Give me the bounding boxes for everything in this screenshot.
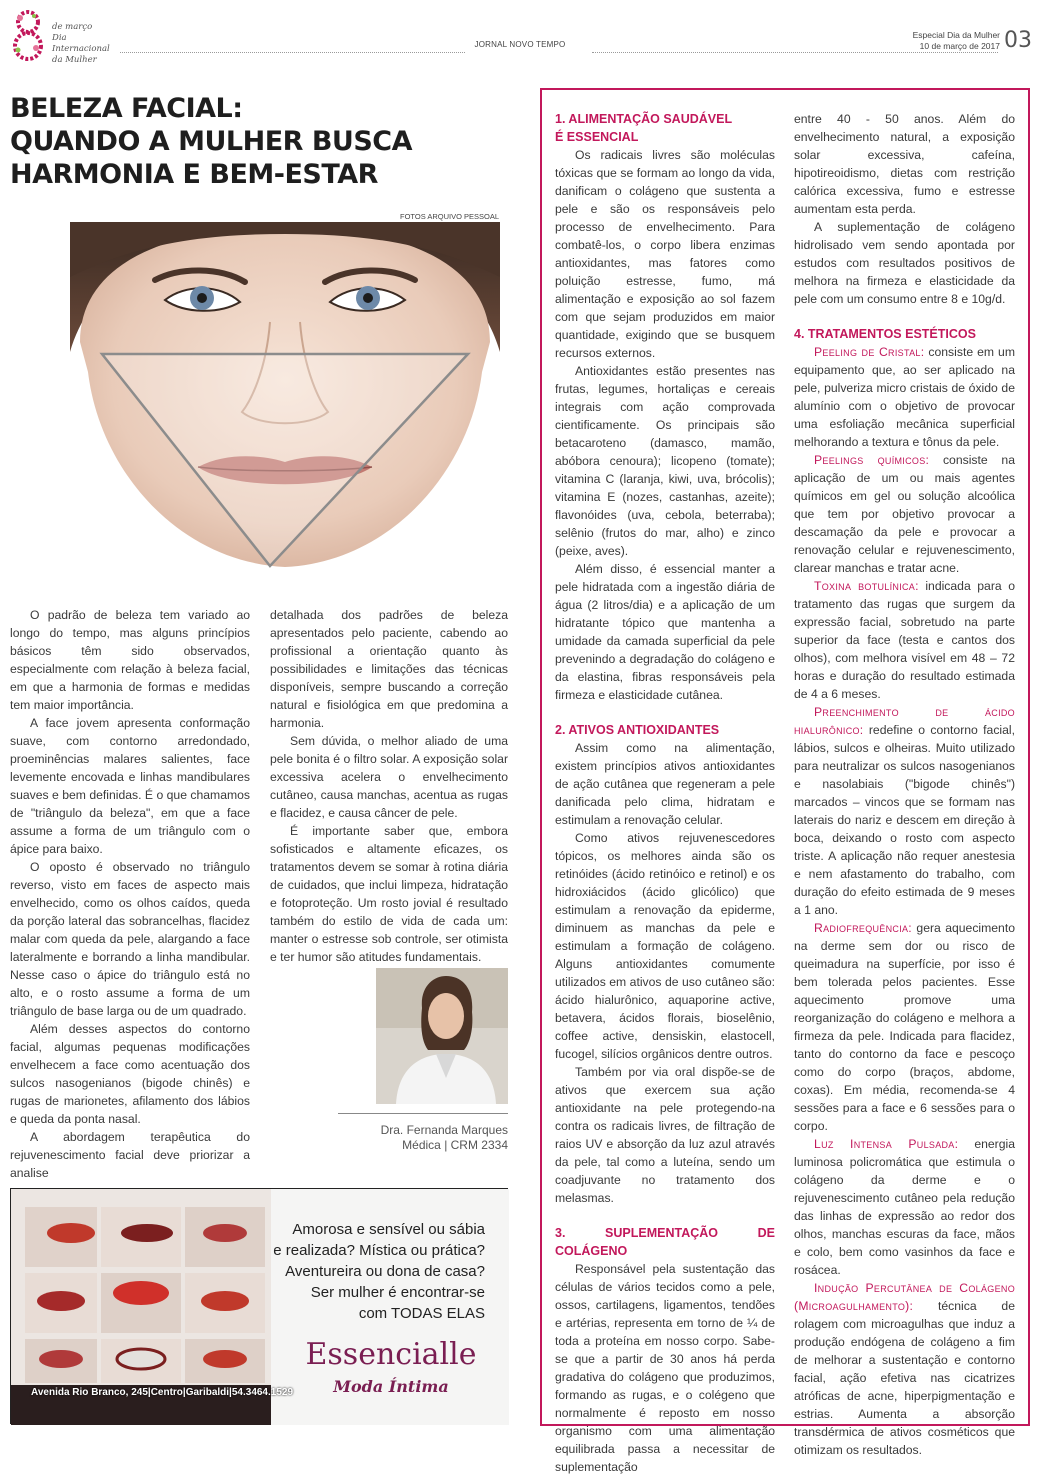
title-line: QUANDO A MULHER BUSCA: [10, 126, 412, 157]
section-heading: 4. TRATAMENTOS ESTÉTICOS: [794, 327, 976, 341]
header-divider: [592, 52, 998, 53]
title-line: BELEZA FACIAL:: [10, 93, 243, 124]
paragraph: Assim como na alimentação, existem princípios ativos antioxidantes de ação cutânea que regeneram a pele danificada pelo clima, hidratam e estimulam a renovação celular.: [555, 741, 775, 827]
treatment-text: consiste na aplicação de um ou mais agentes químicos em gel ou solução alcoólica que tem por objetivo provocar a descamação da pele e provocar a renovação celular e rejuvenescimento, clarear manchas e tratar acne.: [794, 453, 1015, 575]
logo-line: Dia Internacional: [52, 33, 110, 54]
paragraph: Os radicais livres são moléculas tóxicas que se formam ao longo da vida, danificam o colágeno que sustenta a pele e são os responsáveis pelo processo de envelhecimento. Para combatê-los, o corpo libera enzimas antioxidantes, mas fatores como poluição estresse, fumo, má alimentação e exposição ao sol fazem com que sejam produzidos em maior quantidade, exigindo que se busquem recursos externos.: [555, 148, 775, 360]
slogan-line: com TODAS ELAS: [358, 1305, 485, 1322]
treatment-text: redefine o contorno facial, lábios, sulcos e olheiras. Muito utilizado para neutralizar os sulcos nasogenianos e nasolabiais ("bigode chinês") marcados – vincos que se formam nas laterais do nariz e descem em direção à boca, deixando o rosto com aspecto triste. A aplicação não requer anestesia e nem afastamento do trabalho, com duração do efeito estimada de 9 meses a 1 ano.: [794, 723, 1015, 917]
brand-tagline: Moda Íntima: [333, 1377, 449, 1396]
treatment-item: [794, 577, 1015, 703]
treatment-text: gera aquecimento na derme sem dor ou risco de queimadura na superfície, por isso é bem tolerada pelos pacientes. Esse aquecimento promove uma reorganização do colágeno e melhora a firmeza da pele. Indicada para flacidez, tanto do contorno da face e pescoço como do corpo (braços, abdome, coxas). Em média, recomenda-se 4 sessões para a face e 6 sessões para o corpo.: [794, 921, 1015, 1133]
header-section-info: [913, 30, 1000, 52]
article-column-2: [270, 606, 508, 966]
paragraph: É importante saber que, embora sofisticados e altamente eficazes, os tratamentos devem se somar à rotina diária de cuidados, que inclui limpeza, hidratação e fotoproteção. Um rosto jovial é resultado também do estilo de vida de cada um: manter o estresse sob controle, ser otimista e ter humor são atitudes fundamentais.: [270, 824, 508, 964]
heading-line: É ESSENCIAL: [555, 130, 639, 144]
header-logo: [8, 8, 118, 64]
slogan-line: Ser mulher é encontrar-se: [310, 1284, 485, 1301]
doctor-caption: [338, 1123, 508, 1153]
logo-line: de março: [52, 22, 93, 32]
treatment-term: Indução Percutânea de Colágeno (Microagulhamento):: [794, 1281, 1015, 1313]
treatment-item: [794, 919, 1015, 1135]
paragraph: O oposto é observado no triângulo reverso, visto em faces de aspecto mais envelhecido, como os olhos caídos, queda da porção lateral das sobrancelhas, flacidez malar com queda da pele, alargando a face lateralmente e borrando a linha mandibular. Nesse caso o ápice do triângulo está no alto, e o rosto assume a forma de um triângulo de base larga ou de um quadrado.: [10, 860, 250, 1018]
treatment-text: técnica de rolagem com microagulhas que induz a produção endógena de colágeno a fim de melhorar a sustentação e contorno facial, ação efetiva nas cicatrizes atróficas de acne, hiperpigmentação e estrias. Aumenta a absorção transdérmica de ativos cosméticos que otimizam os resultados.: [794, 1299, 1015, 1457]
slogan-line: e realizada? Mística ou prática?: [273, 1242, 485, 1259]
caption-divider: [338, 1113, 508, 1114]
ad-slogan: [259, 1219, 485, 1324]
section-heading: 3. SUPLEMENTAÇÃO DE COLÁGENO: [555, 1226, 775, 1258]
treatment-term: Preenchimento de ácido hialurônico:: [794, 705, 1015, 737]
paragraph: A suplementação de colágeno hidrolisado vem sendo apontada por estudos com resultados positivos de melhora na firmeza e elasticidade da pele com um consumo entre 8 e 10g/d.: [794, 220, 1015, 306]
advertisement[interactable]: [10, 1188, 508, 1424]
face-illustration: [70, 222, 500, 582]
box-column-2: [794, 110, 1015, 1459]
box-column-1: [555, 110, 775, 1476]
slogan-line: Aventureira ou dona de casa?: [285, 1263, 485, 1280]
photo-credit: FOTOS ARQUIVO PESSOAL: [400, 212, 500, 221]
doctor-photo: [376, 968, 508, 1104]
treatment-item: [794, 703, 1015, 919]
paragraph: Como ativos rejuvenescedores tópicos, os melhores ainda são os retinóides (ácido retinóico e retinol) e os hidroxiácidos (ácido glicólico) que estimulam a renovação da epiderme, diminuem as manchas da pele e estimulam a formação de colágeno. Alguns antioxidantes comumente utilizados em ativos de uso cutâneo são: ácido hialurônico, aquaporine active, betavera, ácidos florais, bioselênio, coffee active, densiskin, elastocell, fucogel, silícios orgânicos dentre outros.: [555, 831, 775, 1061]
paragraph: entre 40 - 50 anos. Além do envelhecimento natural, a exposição solar excessiva, cafeína, hipotireoidismo, dietas com restrição calórica excessiva, fumo e estresse aumentam esta perda.: [794, 112, 1015, 216]
treatment-text: energia luminosa policromática que estimula o colágeno da derme e o rejuvenescimento cutâneo pela redução das linhas de expressão ao redor dos olhos, manchas escuras da face, mãos e colo, bem como vasinhos da face e rosácea.: [794, 1137, 1016, 1277]
treatment-term: Luz Intensa Pulsada:: [814, 1137, 959, 1151]
paragraph: Além desses aspectos do contorno facial, algumas pequenas modificações envelhecem a face como acentuação dos sulcos nasogenianos (bigode chinês) e rugas de marionetes, afilamento dos lábios e queda da ponta nasal.: [10, 1022, 250, 1126]
section-name: Especial Dia da Mulher: [912, 30, 1000, 40]
treatment-item: [794, 1135, 1015, 1279]
store-address: Avenida Rio Branco, 245|Centro|Garibaldi|54.3464.1529: [31, 1387, 294, 1398]
paragraph: Além disso, é essencial manter a pele hidratada com a ingestão diária de água (2 litros/dia) e a aplicação de um hidratante tópico que mantenha a umidade da camada superficial da pele prevenindo a degradação do colágeno e da elastina, fibras responsáveis pela firmeza e elasticidade cutânea.: [555, 562, 775, 702]
treatment-item: [794, 451, 1015, 577]
treatment-term: Radiofrequência:: [814, 921, 912, 935]
treatment-text: indicada para o tratamento das rugas que surgem da expressão facial, sobretudo na parte superior da face (testa e cantos dos olhos), com melhora visível em 48 – 72 horas e duração do resultado estimada de 4 a 6 meses.: [794, 579, 1015, 701]
paragraph: Responsável pela sustentação das células de vários tecidos como a pele, ossos, cartilagens, ligamentos, tendões e artérias, representa em torno de ¼ de toda a proteína em nosso corpo. Sabe-se que a partir de 30 anos há perda gradativa do colágeno que produzimos, formando as rugas, e o colégeno que normalmente é reposto em nosso organismo com uma alimentação equilibrada passa a necessitar de suplementação: [555, 1262, 775, 1474]
article-title: [10, 92, 510, 191]
flower-eight-icon: [8, 8, 48, 64]
article-column-1: [10, 606, 250, 1182]
paragraph: A face jovem apresenta conformação suave, com contorno arredondado, proeminências malares salientes, face levemente encovada e linhas mandibulares suaves e bem definidas. É o que chamamos de "triângulo da beleza", em que a face assume a forma de um triângulo com o ápice para baixo.: [10, 716, 250, 856]
header-divider: [120, 52, 465, 53]
paragraph: Também por via oral dispõe-se de ativos que exercem sua ação antioxidante na pele protegendo-na contra os radicais livres, de filtração de raios UV e absorção da luz azul através da pele, tal como a luteína, sendo um coadjuvante no tratamento dos melasmas.: [555, 1065, 775, 1205]
paragraph: Sem dúvida, o melhor aliado de uma pele bonita é o filtro solar. A exposição solar excessiva acelera o envelhecimento cutâneo, causa manchas, acentua as rugas e flacidez, e causa câncer de pele.: [270, 734, 508, 820]
treatment-term: Peelings químicos:: [814, 453, 930, 467]
treatment-text: consiste em um equipamento que, ao ser aplicado na pele, pulveriza micro cristais de óxido de alumínio com o objetivo de provocar uma esfoliação mecânica superficial melhorando a textura e tônus da pele.: [794, 345, 1015, 449]
doctor-name: Dra. Fernanda Marques: [380, 1123, 508, 1137]
heading-line: 1. ALIMENTAÇÃO SAUDÁVEL: [555, 112, 733, 126]
treatment-term: Toxina botulínica:: [814, 579, 919, 593]
section-heading: [555, 110, 775, 146]
logo-line: da Mulher: [52, 55, 97, 65]
logo-text: [52, 22, 118, 66]
treatment-item: [794, 343, 1015, 451]
paragraph: detalhada dos padrões de beleza apresentados pelo paciente, cabendo ao profissional a orientação quanto às possibilidades e limitações das técnicas disponíveis, sempre buscando a correção natural e fisiológica em que predomina a harmonia.: [270, 608, 508, 730]
publication-name: JORNAL NOVO TEMPO: [474, 40, 566, 49]
paragraph: A abordagem terapêutica do rejuvenescimento facial deve priorizar a analise: [10, 1130, 250, 1180]
section-heading: 2. ATIVOS ANTIOXIDANTES: [555, 723, 720, 737]
page-number: 03: [1004, 28, 1032, 53]
treatment-term: Peeling de Cristal:: [814, 345, 925, 359]
issue-date: 10 de março de 2017: [919, 41, 1000, 51]
brand-logo: Essencialle: [305, 1337, 477, 1372]
doctor-credentials: Médica | CRM 2334: [402, 1138, 508, 1152]
title-line: HARMONIA E BEM-ESTAR: [10, 159, 378, 190]
paragraph: Antioxidantes estão presentes nas frutas, legumes, hortaliças e cereais integrais com ação comprovada cientificamente. Os principais são betacaroteno (damasco, mamão, abóbora cenoura); licopeno (tomate); vitamina C (laranja, kiwi, uva, brócolis); vitamina E (nozes, castanhas, azeite); flavonóides (uva, cebola, beterraba); selênio (frutos do mar, alho) e zinco (peixe, aves).: [555, 364, 775, 558]
treatment-item: [794, 1279, 1015, 1459]
slogan-line: Amorosa e sensível ou sábia: [292, 1221, 485, 1238]
paragraph: O padrão de beleza tem variado ao longo do tempo, mas alguns princípios básicos têm sido observados, especialmente com relação à beleza facial, em que a harmonia de formas e medidas tem maior importância.: [10, 608, 250, 712]
